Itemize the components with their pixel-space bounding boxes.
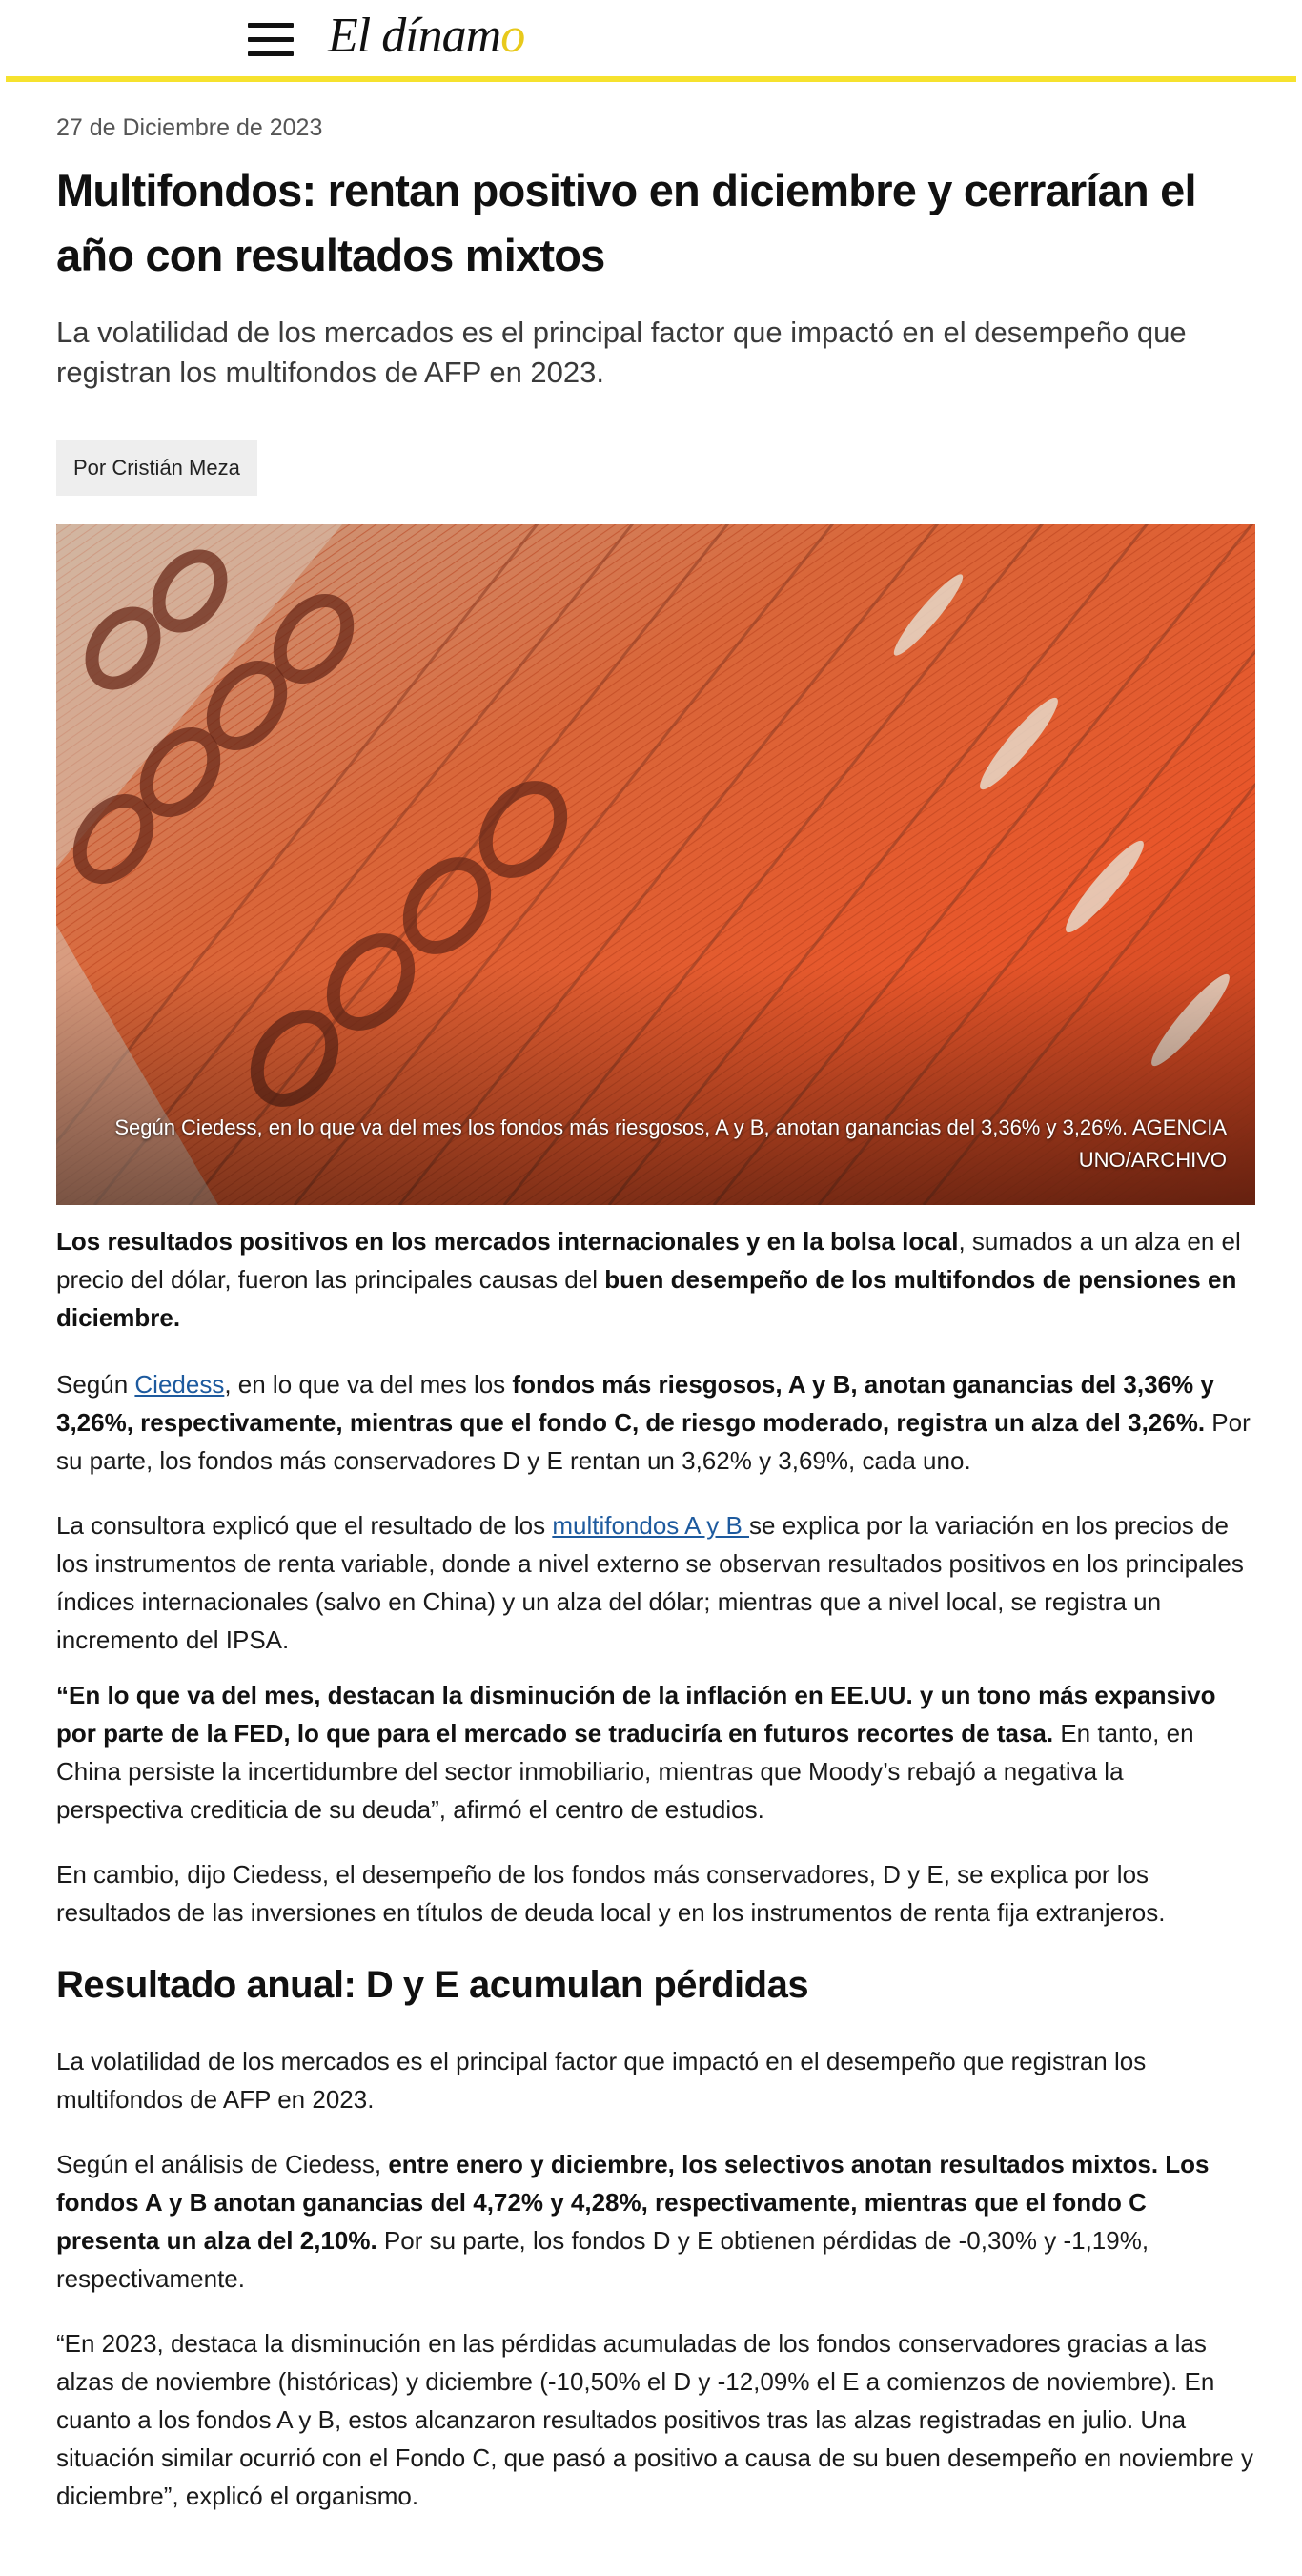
image-caption: Según Ciedess, en lo que va del mes los fondos más riesgosos, A y B, anotan ganancias del 3,36% y 3,26%. AGENCIA UNO/ARCHIVO [114, 1115, 1227, 1172]
site-logo[interactable] [328, 8, 524, 65]
hamburger-menu-icon[interactable] [246, 21, 295, 59]
paragraph-1-text-1: , sumados a un alza en el precio del dólar, fueron las principales causas del [56, 1227, 1241, 1294]
logo-part-o: o [500, 9, 525, 63]
paragraph-2-text-1: Según [56, 1370, 135, 1399]
paragraph-7-text-2: Por su parte, los fondos D y E obtienen pérdidas de -0,30% y -1,19%, respectivamente. [56, 2226, 1149, 2293]
header-accent-line [6, 76, 1296, 82]
paragraph-8: “En 2023, destaca la disminución en las pérdidas acumuladas de los fondos conservadores gracias a las alzas de noviembre (históricas) y diciembre (-10,50% el D y -12,09% el E a comienzos de noviembre). En cuanto a los fondos A y B, estos alcanzaron resultados positivos tras las alzas registradas en julio. Una situación similar ocurrió con el Fondo C, que pasó a positivo a causa de su buen desempeño en noviembre y diciembre”, explicó el organismo. [56, 2329, 1253, 2510]
paragraph-3 [56, 1506, 1255, 1659]
paragraph-5: En cambio, dijo Ciedess, el desempeño de los fondos más conservadores, D y E, se explica por los resultados de las inversiones en títulos de deuda local y en los instrumentos de renta fija extranjeros. [56, 1860, 1166, 1927]
paragraph-3-text-2: se explica por la variación en los precios de los instrumentos de renta variable, donde a nivel externo se observan resultados positivos en los principales índices internacionales (salvo en China) y un alza del dólar; mientras que a nivel local, se registra un incremento del IPSA. [56, 1511, 1244, 1654]
article-title: Multifondos: rentan positivo en diciembre y cerrarían el año con resultados mixtos [56, 165, 1196, 280]
banknotes-illustration [56, 524, 1255, 1205]
paragraph-4-bold-1: “En lo que va del mes, destacan la disminución de la inflación en EE.UU. y un tono más expansivo por parte de la FED, lo que para el mercado se traduciría en futuros recortes de tasa. [56, 1681, 1216, 1748]
paragraph-4 [56, 1676, 1255, 1829]
article-subtitle: La volatilidad de los mercados es el principal factor que impactó en el desempeño que registran los multifondos de AFP en 2023. [56, 316, 1187, 389]
paragraph-1-bold-1: Los resultados positivos en los mercados internacionales y en la bolsa local [56, 1227, 959, 1256]
paragraph-7 [56, 2145, 1255, 2298]
paragraph-6: La volatilidad de los mercados es el principal factor que impactó en el desempeño que registran los multifondos de AFP en 2023. [56, 2047, 1147, 2114]
paragraph-2-text-2: , en lo que va del mes los [224, 1370, 513, 1399]
paragraph-1-bold-2: buen desempeño de los multifondos de pensiones en diciembre. [56, 1265, 1237, 1332]
logo-part-el: El [328, 9, 371, 63]
paragraph-2 [56, 1365, 1255, 1480]
author-byline[interactable]: Por Cristián Meza [56, 440, 257, 496]
ciedess-link[interactable]: Ciedess [134, 1370, 225, 1399]
paragraph-1 [56, 1222, 1255, 1337]
article-date: 27 de Diciembre de 2023 [56, 114, 323, 141]
paragraph-4-text-1: En tanto, en China persiste la incertidumbre del sector inmobiliario, mientras que Moody’s rebajó a negativa la perspectiva crediticia de su deuda”, afirmó el centro de estudios. [56, 1719, 1194, 1824]
section-title: Resultado anual: D y E acumulan pérdidas [56, 1964, 809, 2006]
paragraph-7-text-1: Según el análisis de Ciedess, [56, 2150, 389, 2178]
paragraph-2-text-3: Por su parte, los fondos más conservadores D y E rentan un 3,62% y 3,69%, cada uno. [56, 1408, 1251, 1475]
paragraph-2-bold-1: fondos más riesgosos, A y B, anotan ganancias del 3,36% y 3,26%, respectivamente, mientras que el fondo C, de riesgo moderado, registra un alza del 3,26%. [56, 1370, 1214, 1437]
logo-part-dinam: dínam [381, 9, 501, 63]
paragraph-7-bold-1: entre enero y diciembre, los selectivos anotan resultados mixtos. Los fondos A y B anotan ganancias del 4,72% y 4,28%, respectivamente, mientras que el fondo C presenta un alza del 2,10%. [56, 2150, 1210, 2255]
site-header [0, 0, 1302, 82]
multifondos-link[interactable]: multifondos A y B [552, 1511, 750, 1540]
paragraph-3-text-1: La consultora explicó que el resultado de los [56, 1511, 553, 1540]
hero-image [56, 524, 1255, 1205]
